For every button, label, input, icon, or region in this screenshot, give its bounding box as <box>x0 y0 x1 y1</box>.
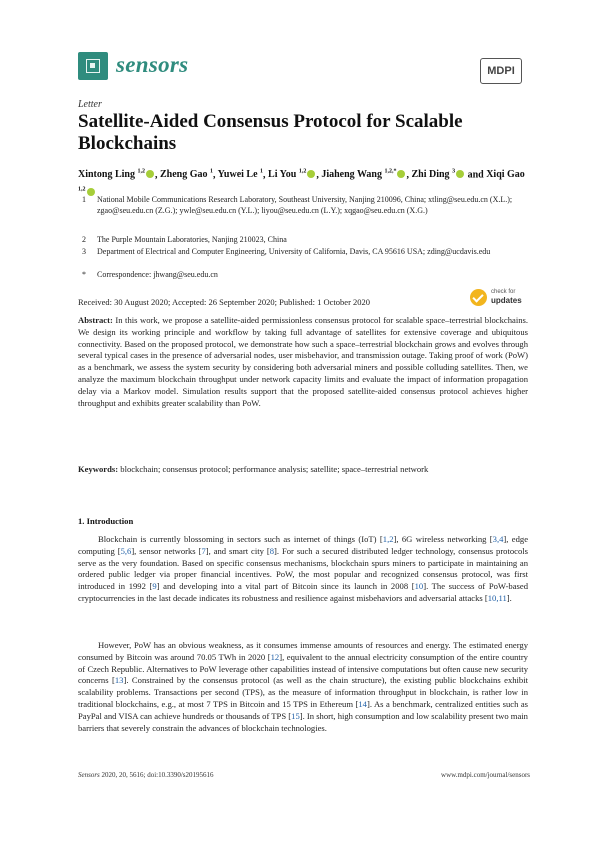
article-type: Letter <box>78 99 102 110</box>
citation-link[interactable]: 14 <box>358 698 367 709</box>
citation-link[interactable]: 8 <box>269 545 275 556</box>
section-heading: 1. Introduction <box>78 516 134 526</box>
keywords-text: blockchain; consensus protocol; performance analysis; satellite; space–terrestrial network <box>120 464 429 474</box>
citation-link[interactable]: 13 <box>114 675 124 686</box>
abstract <box>78 315 528 409</box>
check-updates-label-bold: updates <box>491 296 522 305</box>
orcid-icon[interactable] <box>146 170 154 178</box>
author-name-text: Zhi Ding <box>411 169 450 181</box>
affiliation-text: National Mobile Communications Research Laboratory, Southeast University, Nanjing 210096, China; xtling@seu.edu.cn (X.L.); zgao@seu.edu.cn (Z.G.); ywle@seu.edu.cn (Y.L.); liyou@seu.edu.cn (L.Y.); xqgao@seu.edu.cn (X.G.) <box>97 195 513 215</box>
footer-url[interactable]: www.mdpi.com/journal/sensors <box>441 771 530 779</box>
author-name <box>411 169 465 180</box>
footer-doi: 2020, 20, 5616; doi:10.3390/s20195616 <box>99 771 214 779</box>
journal-name: sensors <box>116 52 189 77</box>
author-name-text: Xintong Ling <box>78 169 135 181</box>
check-updates-label: check for <box>491 289 516 295</box>
affiliation-number: * <box>82 270 86 279</box>
affiliation-number: 2 <box>82 235 86 244</box>
author-affiliation-sup: 1,2,* <box>384 169 397 175</box>
author-name-text: Xiqi Gao <box>486 169 525 181</box>
affiliation-number: 1 <box>82 195 86 204</box>
affiliation-1 <box>78 194 528 238</box>
orcid-icon[interactable] <box>397 170 405 178</box>
author-affiliation-sup: 3 <box>452 169 456 175</box>
author-name-text: Zheng Gao <box>159 169 208 181</box>
citation-link[interactable]: 15 <box>291 710 300 721</box>
author-name <box>268 169 316 180</box>
keywords <box>78 464 528 476</box>
affiliation-number: 3 <box>82 247 86 256</box>
correspondence <box>78 269 528 280</box>
author-name <box>78 169 155 180</box>
check-updates-icon <box>470 289 487 306</box>
citation-link[interactable]: 5,6 <box>120 545 132 556</box>
publication-dates: Received: 30 August 2020; Accepted: 26 September 2020; Published: 1 October 2020 <box>78 297 371 307</box>
author-affiliation-sup: 1 <box>260 169 264 175</box>
article-title: Satellite-Aided Consensus Protocol for Scalable Blockchains <box>78 111 463 154</box>
affiliation-3 <box>78 246 528 268</box>
citation-link[interactable]: 3,4 <box>492 534 504 544</box>
author-name <box>321 169 406 180</box>
correspondence-text: Correspondence: jhwang@seu.edu.cn <box>97 270 218 279</box>
affiliation-text: Department of Electrical and Computer Engineering, University of California, Davis, CA 95616 USA; zding@ucdavis.edu <box>97 247 491 256</box>
author-name <box>218 169 263 180</box>
check-for-updates-button[interactable] <box>470 287 530 309</box>
abstract-label: Abstract: <box>78 315 113 325</box>
footer-citation <box>78 771 214 779</box>
affiliation-text: The Purple Mountain Laboratories, Nanjing 210023, China <box>97 235 287 244</box>
publisher-logo: MDPI <box>480 58 522 84</box>
orcid-icon[interactable] <box>307 170 315 178</box>
author-affiliation-sup: 1,2 <box>137 169 145 175</box>
author-affiliation-sup: 1,2 <box>78 186 86 193</box>
citation-link[interactable]: 12 <box>270 651 280 662</box>
intro-paragraph-1: Blockchain is currently blossoming in sectors such as internet of things (IoT) [1,2], 6G wireless networking [3,4], edge computing [5,6], sensor networks [7], and smart city [8]. For such a secured distributed ledger technology, consensus protocols serve as the very foundation. Based on specific consensus mechanisms, blockchain spurs miners to participate in maintaining an ordered public ledger via proper financial incentives. PoW, the most popular and recognized consensus protocol, was first introduced in 1992 [9] and developing into a vital part of Bitcoin since its launch in 2008 [10]. The success of PoW-based cryptocurrencies in the last decade indicates its robustness and resilience against misbehaviors and adversarial attacks [10,11]. <box>78 534 529 603</box>
author-affiliation-sup: 1,2 <box>298 169 307 175</box>
author-name-text: Li You <box>268 169 297 181</box>
author-list: Xintong Ling $^{1,2}$ , Zheng Gao $^1$, Yuwei Le $^1$, Li You $^{1,2}$ , Jiaheng Wang $^{1,2,*}$ , Zhi Ding $^3$ and Xiqi Gao $^{1,2}$ <box>78 165 528 200</box>
citation-link[interactable]: 9 <box>152 581 157 592</box>
citation-link[interactable]: 10,11 <box>487 592 507 603</box>
orcid-icon[interactable] <box>456 170 464 178</box>
footer-journal: Sensors <box>78 771 100 779</box>
citation-link[interactable]: 7 <box>201 545 206 556</box>
author-name-text: Yuwei Le <box>217 169 258 181</box>
author-name <box>160 169 213 180</box>
abstract-text: In this work, we propose a satellite-aided permissionless consensus protocol for scalable space–terrestrial blockchains. We design its working principle and workflow by taking full advantage of satellites for extensive coverage and ubiquitous connectivity. Based on the proposed protocol, we demonstrate how such a space–terrestrial blockchain grows and evolves through several typical cases in the presence of adversarial nodes, user misbehavior, and transmission outage. Taking proof of work (PoW) as a benchmark, we assess the system security by considering both adversarial miners and possible colluding satellites. Then, we analyze the maximum blockchain throughput under network capacity limits and evaluate the impact of information propagation delay via a Markov model. Simulation results support that the proposed satellite-aided consensus protocol achieves higher throughput and exhibits greater scalability than PoW. <box>78 315 529 408</box>
intro-paragraph-2: However, PoW has an obvious weakness, as it consumes immense amounts of resources and energy. The estimated energy consumed by Bitcoin was around 70.05 TWh in 2020 [12], equivalent to the annual electricity consumption of the entire country of Czech Republic. Alternatives to PoW leverage other capabilities instead of intensive computations but often cause new security concerns [13]. Constrained by the consensus protocol (as well as the chain structure), the existing public blockchains exhibit scalability problems. Transactions per second (TPS), as the measure of information throughput in blockchain, is rather low in traditional blockchains, e.g., at most 7 TPS in Bitcoin and 15 TPS in Ethereum [14]. As a benchmark, centralized entities such as PayPal and VISA can achieve hundreds or thousands of TPS [15]. In short, high consumption and low scalability present two main barriers that severely constrain the advances of blockchain technologies. <box>78 640 529 733</box>
author-name-text: Jiaheng Wang <box>321 169 382 181</box>
affiliation-2 <box>78 234 528 245</box>
author-affiliation-sup: 1 <box>209 169 213 175</box>
journal-logo-icon <box>78 52 108 80</box>
keywords-label: Keywords: <box>78 464 119 474</box>
citation-link[interactable]: 10 <box>414 581 424 592</box>
citation-link[interactable]: 1,2 <box>382 534 394 544</box>
